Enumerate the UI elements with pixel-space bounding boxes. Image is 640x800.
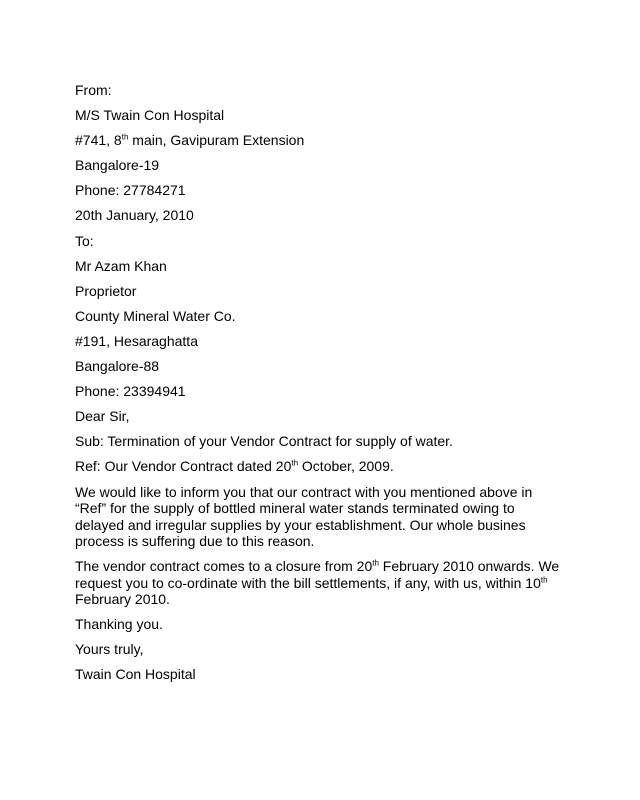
letter-body bbox=[75, 82, 565, 691]
sender-address: #741, 8th main, Gavipuram Extension bbox=[75, 132, 305, 149]
subject-line: Sub: Termination of your Vendor Contract for supply of water. bbox=[75, 433, 453, 450]
sender-name: M/S Twain Con Hospital bbox=[75, 107, 225, 124]
recipient-title: Proprietor bbox=[75, 282, 137, 299]
from-label: From: bbox=[75, 82, 112, 98]
sender-city: Bangalore-19 bbox=[75, 157, 160, 174]
recipient-address: #191, Hesaraghatta bbox=[75, 332, 198, 349]
closing-valediction: Yours truly, bbox=[75, 641, 144, 658]
to-label: To: bbox=[75, 232, 94, 249]
recipient-phone: Phone: 23394941 bbox=[75, 383, 186, 400]
signature: Twain Con Hospital bbox=[75, 666, 196, 683]
closing-thanks: Thanking you. bbox=[75, 616, 163, 633]
salutation: Dear Sir, bbox=[75, 408, 130, 425]
recipient-city: Bangalore-88 bbox=[75, 358, 160, 375]
sender-phone: Phone: 27784271 bbox=[75, 182, 186, 199]
recipient-name: Mr Azam Khan bbox=[75, 257, 167, 274]
body-paragraph-1: We would like to inform you that our contract with you mentioned above in “Ref” for the supply of bottled mineral water stands terminated owing to delayed and irregular supplies by your establishment. Our whole busines process is suffering due to this reason. bbox=[75, 483, 533, 549]
body-paragraph-2: The vendor contract comes to a closure from 20th February 2010 onwards. We request you to co-ordinate with the bill settlements, if any, with us, within 10th February 2010. bbox=[75, 558, 560, 608]
reference-line: Ref: Our Vendor Contract dated 20th October, 2009. bbox=[75, 458, 394, 475]
recipient-company: County Mineral Water Co. bbox=[75, 307, 236, 324]
letter-date: 20th January, 2010 bbox=[75, 207, 194, 224]
